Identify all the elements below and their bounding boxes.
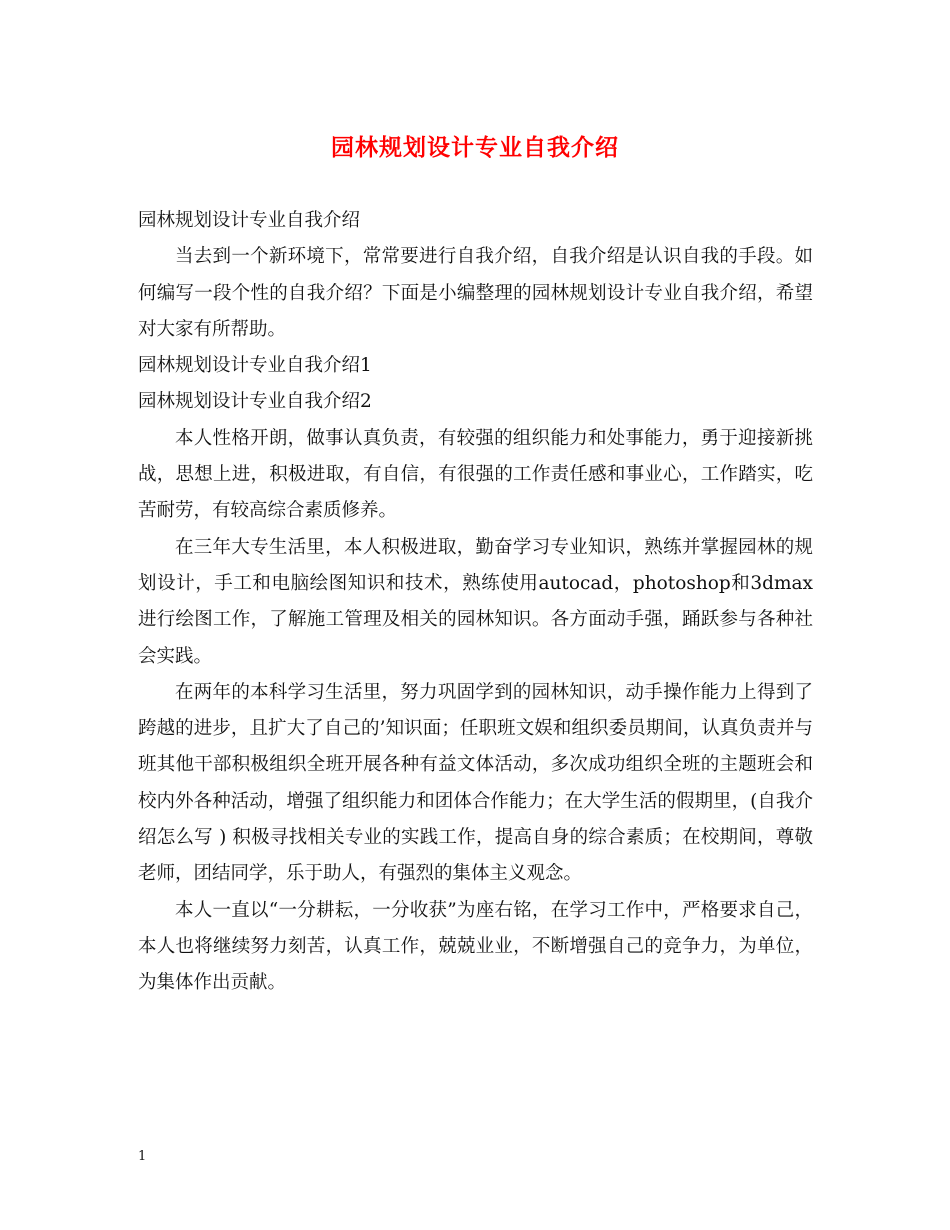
body-paragraph-college: 在三年大专生活里，本人积极进取，勤奋学习专业知识，熟练并掌握园林的规划设计，手工和电脑绘图知识和技术，熟练使用autocad，photoshop和3dmax进行绘图工作，了解施工管理及相关的园林知识。各方面动手强，踊跃参与各种社会实践。 [138, 536, 813, 667]
section-heading-2: 园林规划设计专业自我介绍2 [138, 391, 372, 413]
section-heading-1: 园林规划设计专业自我介绍1 [138, 355, 372, 377]
document-heading: 园林规划设计专业自我介绍 [138, 210, 361, 231]
document-body [138, 203, 813, 1002]
intro-paragraph: 当去到一个新环境下，常常要进行自我介绍，自我介绍是认识自我的手段。如何编写一段个性的自我介绍？下面是小编整理的园林规划设计专业自我介绍，希望对大家有所帮助。 [138, 246, 813, 340]
document-title: 园林规划设计专业自我介绍 [331, 134, 619, 161]
body-paragraph-undergraduate: 在两年的本科学习生活里，努力巩固学到的园林知识，动手操作能力上得到了跨越的进步，且扩大了自己的’知识面；任职班文娱和组织委员期间，认真负责并与班其他干部积极组织全班开展各种有益文体活动，多次成功组织全班的主题班会和校内外各种活动，增强了组织能力和团体合作能力；在大学生活的假期里，(自我介绍怎么写 ) 积极寻找相关专业的实践工作，提高自身的综合素质；在校期间，尊敬老师，团结同学，乐于助人，有强烈的集体主义观念。 [138, 681, 813, 885]
body-paragraph-motto: 本人一直以“一分耕耘，一分收获”为座右铭，在学习工作中，严格要求自己，本人也将继续努力刻苦，认真工作，兢兢业业，不断增强自己的竞争力，为单位，为集体作出贡献。 [138, 899, 813, 994]
page-number: 1 [138, 1149, 147, 1164]
body-paragraph-personality: 本人性格开朗，做事认真负责，有较强的组织能力和处事能力，勇于迎接新挑战，思想上进，积极进取，有自信，有很强的工作责任感和事业心，工作踏实，吃苦耐劳，有较高综合素质修养。 [138, 427, 813, 522]
